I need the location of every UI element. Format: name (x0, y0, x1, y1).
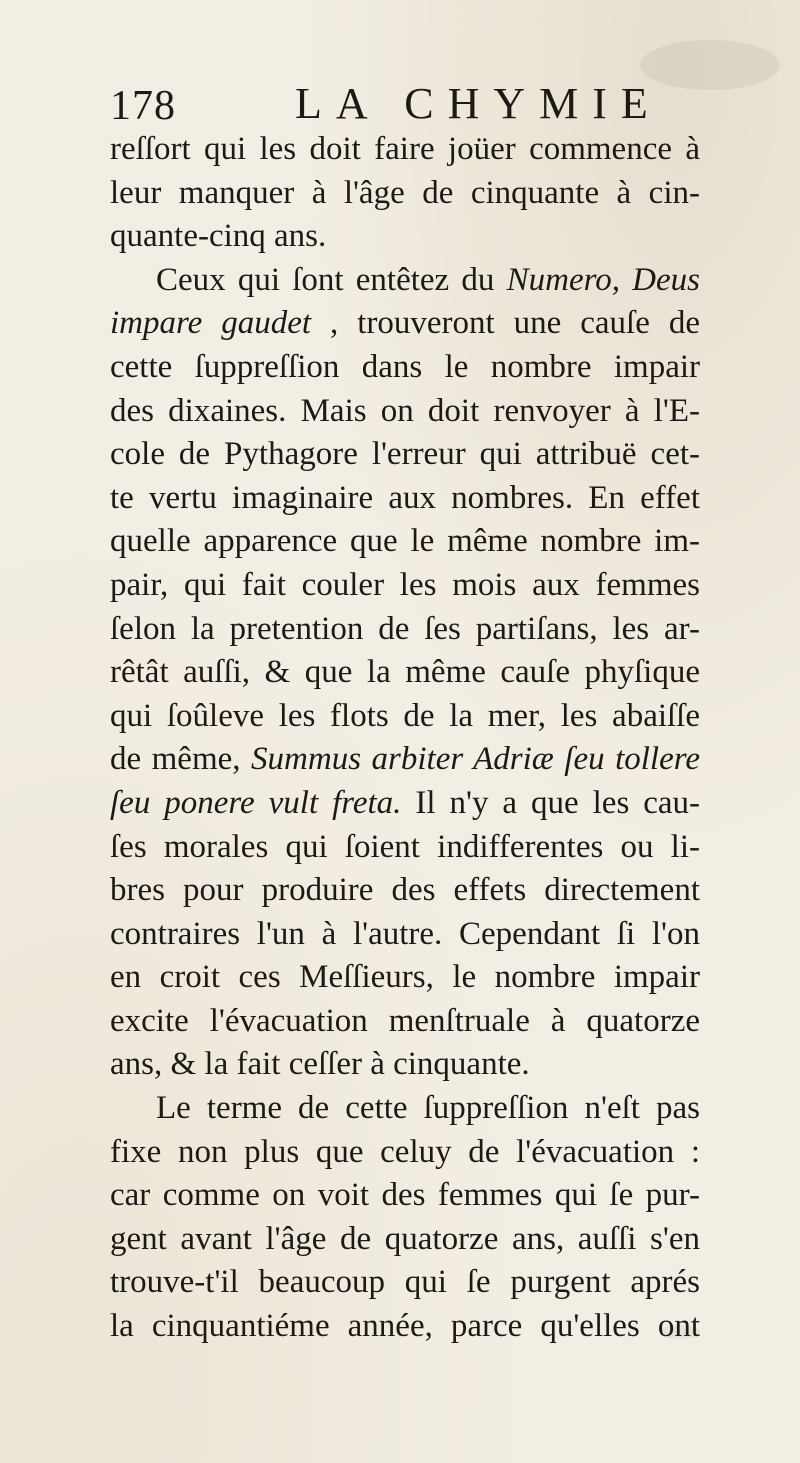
text-line: car comme on voit des femmes qui ſe pur- (110, 1177, 700, 1214)
latin-quote: Summus arbiter Adriæ ſeu tollere (251, 741, 700, 778)
text-line: te vertu imaginaire aux nombres. En effet (110, 479, 700, 516)
text-line: trouve-t'il beaucoup qui ſe purgent aprés (110, 1264, 700, 1301)
text-line: reſſort qui les doit faire joüer commence à (110, 131, 700, 167)
text-line: contraires l'un à l'autre. Cependant ſi l'on (110, 915, 700, 952)
text-line: cole de Pythagore l'erreur qui attribuë cet- (110, 436, 700, 473)
text-line (110, 259, 700, 303)
text-line: la cinquantiéme année, parce qu'elles ont (110, 1308, 700, 1345)
text-line: pair, qui fait couler les mois aux femmes (110, 566, 700, 603)
running-title: LA CHYMIE (295, 79, 662, 128)
text-segment: Ceux qui ſont entêtez du (156, 261, 495, 298)
latin-quote: ſeu ponere vult freta. (110, 784, 402, 821)
text-segment: , trouveront une cauſe de (330, 305, 700, 342)
page-number: 178 (110, 83, 176, 129)
text-line: en croit ces Meſſieurs, le nombre impair (110, 959, 700, 996)
text-line: des dixaines. Mais on doit renvoyer à l'E- (110, 392, 700, 429)
text-line (110, 302, 700, 346)
text-line: fixe non plus que celuy de l'évacuation : (110, 1133, 700, 1170)
latin-quote: impare gaudet (110, 305, 312, 342)
text-line: qui ſoûleve les flots de la mer, les abaiſſe (110, 697, 700, 734)
text-line: leur manquer à l'âge de cinquante à cin- (110, 174, 700, 211)
latin-quote: Numero, Deus (506, 261, 700, 298)
text-segment: Il n'y a que les cau- (415, 784, 701, 821)
text-line (110, 782, 700, 826)
text-line: excite l'évacuation menſtruale à quatorze (110, 1002, 700, 1039)
text-line: ſes morales qui ſoient indifferentes ou li- (110, 828, 700, 865)
text-line: bres pour produire des effets directement (110, 872, 700, 909)
text-line (110, 738, 700, 782)
text-line: rêtât auſſi, & que la même cauſe phyſique (110, 654, 700, 691)
text-line: Le terme de cette ſuppreſſion n'eſt pas (156, 1090, 700, 1127)
text-line: ſelon la pretention de ſes partiſans, les ar- (110, 610, 700, 647)
text-line: ans, & la fait ceſſer à cinquante. (110, 1046, 530, 1083)
body-text (110, 128, 700, 1349)
text-line: quante-cinq ans. (110, 218, 327, 255)
text-segment: de même, (110, 741, 241, 778)
text-line: gent avant l'âge de quatorze ans, auſſi s'en (110, 1220, 700, 1257)
text-line: quelle apparence que le même nombre im- (110, 523, 700, 560)
text-line: cette ſuppreſſion dans le nombre impair (110, 348, 700, 385)
